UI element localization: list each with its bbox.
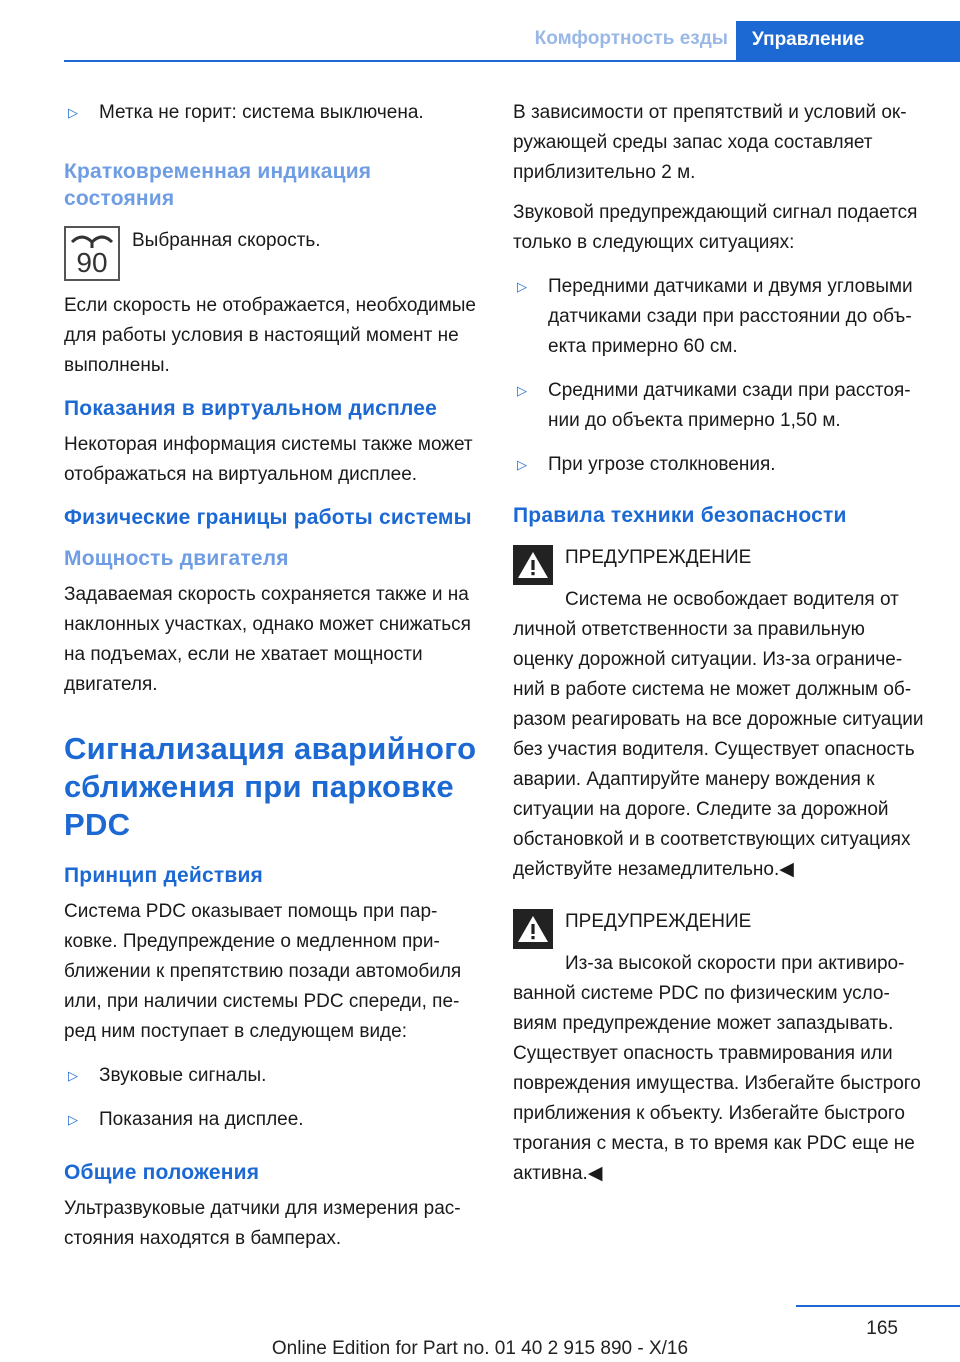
heading-engine-power: Мощность двигателя [64,547,289,570]
bullet-triangle-icon: ▷ [68,1112,78,1127]
header-rule [64,60,960,62]
bullet-triangle-icon: ▷ [68,105,78,120]
paragraph: Звуковой предупреждающий сигнал подается только в следующих ситуациях: [513,202,918,253]
warning-text: Система не освобождает водителя от личной ответственности за правильную оценку дорожной ситуации. Из-за ограничений в работе система не может должным образом реагировать на все дорожные ситуации без участия водителя. Существует опасность аварии. Адаптируйте манеру вождения к ситуации на дороге. Следите за дорожной обстановкой и в соответствующих ситуациях действуйте незамедлительно.◀ [513,589,924,880]
right-column [513,98,925,1205]
list-item: ▷ Звуковые сигналы. [64,1061,478,1091]
speed-caption: Выбранная скорость. [132,230,321,251]
paragraph: Некоторая информация системы также может отображаться на виртуальном дисплее. [64,434,473,485]
paragraph: Ультразвуковые датчики для измерения расстояния находятся в бамперах. [64,1198,461,1249]
left-column [64,98,478,1264]
heading-principle: Принцип действия [64,864,264,887]
warning-block [513,543,925,885]
heading-virtual-display: Показания в виртуальном дисплее [64,397,437,420]
speedometer-icon [64,226,120,281]
warning-triangle-icon [513,545,553,585]
heading-safety: Правила техники безопасности [513,504,847,527]
list-item: ▷ Метка не горит: система выключена. [64,98,478,128]
warning-block [513,907,925,1189]
list-item: ▷ Показания на дисплее. [64,1105,478,1135]
heading-short-term-indication: Кратковременная индикация состояния [64,160,372,210]
bullet-triangle-icon: ▷ [517,457,527,472]
bullet-triangle-icon: ▷ [517,383,527,398]
heading-physical-limits: Физические границы работы системы [64,506,472,529]
footer-rule [796,1305,960,1307]
heading-pdc: Сигнализация аварийного сближения при парковке PDC [64,731,477,842]
paragraph: В зависимости от препятствий и условий окружающей среды запас хода составляет приблизительно 2 м. [513,102,907,183]
bullet-triangle-icon: ▷ [68,1068,78,1083]
list-item: ▷ Средними датчиками сзади при расстоянии до объекта примерно 1,50 м. [513,376,925,436]
list-item: ▷ При угрозе столкновения. [513,450,925,480]
page-header [0,0,960,62]
bullet-triangle-icon: ▷ [517,279,527,294]
warning-text: Из-за высокой скорости при активированной системе PDC по физическим условиям предупреждение может запаздывать. Существует опасность травмирования или повреждения имущества. Избегайте быстрого приближения к объекту. Избегайте быстрого трогания с места, в то время как PDC еще не активна.◀ [513,953,921,1184]
paragraph: Задаваемая скорость сохраняется также и на наклонных участках, однако может снижаться на подъемах, если не хватает мощности двигателя. [64,584,471,695]
list-item: ▷ Передними датчиками и двумя угловыми датчиками сзади при расстоянии до объекта примерно 60 см. [513,272,925,362]
header-section-tab[interactable]: Комфортность езды [534,28,728,49]
header-chapter-tab[interactable]: Управление [736,21,960,62]
page-number: 165 [866,1318,898,1339]
warning-title: ПРЕДУПРЕЖДЕНИЕ [565,911,752,932]
speed-value: 90 [76,247,108,278]
warning-triangle-icon [513,909,553,949]
speed-indicator-row [64,226,478,281]
paragraph: Система PDC оказывает помощь при парковке. Предупреждение о медленном приближении к препятствию позади автомобиля или, при наличии системы PDC спереди, перед ним поступает в следующем виде: [64,901,462,1042]
edition-footer: Online Edition for Part no. 01 40 2 915 890 - X/16 [271,1338,689,1359]
paragraph: Если скорость не отображается, необходимые для работы условия в настоящий момент не выполнены. [64,295,476,376]
heading-general: Общие положения [64,1161,260,1184]
warning-title: ПРЕДУПРЕЖДЕНИЕ [565,547,752,568]
